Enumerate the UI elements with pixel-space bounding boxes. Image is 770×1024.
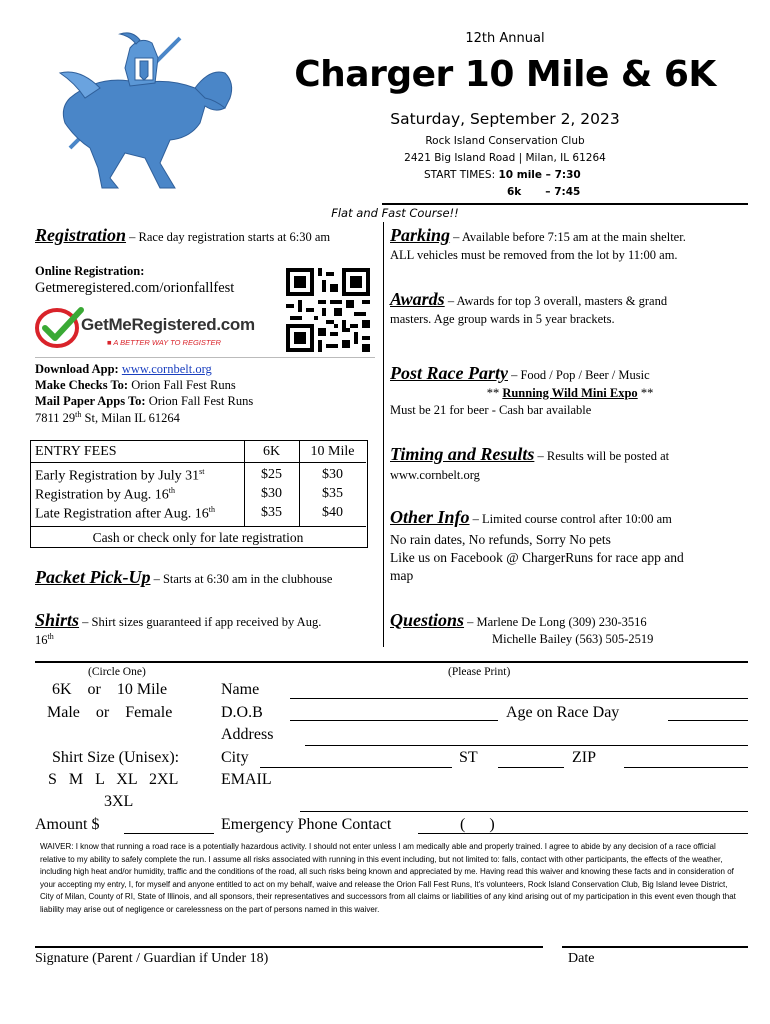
start-6k-label: 6k [507, 186, 522, 198]
signature-label: Signature (Parent / Guardian if Under 18) [35, 951, 269, 966]
packet-pickup [35, 567, 380, 588]
fees-row-6k: $30 [261, 486, 282, 501]
gmr-tagline: ■ A BETTER WAY TO REGISTER [107, 338, 221, 347]
shirt-sizes[interactable]: S M L XL 2XL [48, 771, 179, 788]
awards-title: Awards [390, 289, 445, 309]
registration-divider [35, 357, 375, 358]
questions-desc: – Marlene De Long (309) 230-3516 [464, 615, 647, 629]
signature-field[interactable] [35, 946, 543, 948]
timing-results [390, 444, 750, 465]
start-times-label: START TIMES: [424, 169, 499, 181]
registration-desc: – Race day registration starts at 6:30 am [126, 230, 331, 244]
fees-row-10mile: $35 [322, 486, 343, 501]
fees-row-10mile: $40 [322, 505, 343, 520]
other-desc: – Limited course control after 10:00 am [469, 512, 672, 526]
fees-row-6k: $25 [261, 467, 282, 482]
amount-label: Amount $ [35, 816, 100, 833]
form-divider [35, 661, 748, 663]
name-field[interactable] [290, 698, 748, 699]
email-label: EMAIL [221, 771, 272, 788]
mail-apps-value: Orion Fall Fest Runs [148, 394, 254, 408]
st-label: ST [459, 749, 478, 766]
amount-field[interactable] [124, 833, 214, 834]
timing-url[interactable]: www.cornbelt.org [390, 468, 480, 482]
waiver-text: WAIVER: I know that running a road race is a potentially hazardous activity. I should not enter unless I am medically able and properly trained. I agree to abide by any decision of a race official relative to my ability to safely complete the run. I assume all risks associated with running in this event including, but not limited to: falls, contact with other participants, the effects of the weather, including high heat and/or humidity, traffic and the conditions of the road, all such risks being known and appreciated by me. Having read this waiver and knowing these facts and in consideration of your accepting my entry, I, for myself and anyone entitled to act on my behalf, waive and release the Orion Fall Fest Runs, It's volunteers, Rock Island Conservation Club, Big Island levee District, City of Milan, County of RI, State of Illinois, and all sponsors, their representatives and successors from all claims or liabilities of any kind arising out of my participation in this event even though that liability may arise out of negligence or carelessness on the part of persons named in this waiver. [40, 842, 736, 914]
other-info [390, 507, 750, 528]
awards-desc: – Awards for top 3 overall, masters & grand [444, 294, 668, 308]
mail-apps [35, 394, 253, 409]
questions [390, 610, 750, 631]
address-field[interactable] [305, 745, 748, 746]
venue-address: 2421 Big Island Road | Milan, IL 61264 [404, 152, 606, 164]
start-times [424, 169, 644, 181]
fees-row-label: Late Registration after Aug. 16th [35, 505, 216, 522]
header-divider [382, 203, 748, 205]
event-date: Saturday, September 2, 2023 [390, 110, 620, 128]
timing-title: Timing and Results [390, 444, 535, 464]
dob-label: D.O.B [221, 704, 263, 721]
annual-label: 12th Annual [465, 31, 545, 46]
online-registration-url: Getmeregistered.com/orionfallfest [35, 280, 235, 296]
expo-name: Running Wild Mini Expo [502, 386, 638, 400]
parking-desc-2: ALL vehicles must be removed from the lot by 11:00 am. [390, 248, 678, 262]
city-label: City [221, 749, 249, 766]
download-app-label: Download App: [35, 362, 122, 376]
other-line-4: map [390, 568, 414, 583]
city-field[interactable] [260, 767, 452, 768]
qr-code[interactable] [282, 264, 374, 356]
age-field[interactable] [668, 720, 748, 721]
awards [390, 289, 750, 310]
page-title: Charger 10 Mile & 6K [294, 54, 716, 95]
shirts-desc-2: 16th [35, 632, 54, 648]
mail-address [35, 410, 180, 426]
entry-fees-table [30, 440, 368, 550]
other-line-2: No rain dates, No refunds, Sorry No pets [390, 532, 611, 547]
fees-row-label: Registration by Aug. 16th [35, 486, 176, 503]
mail-address-part1: 7811 29 [35, 411, 76, 426]
party-desc: – Food / Pop / Beer / Music [507, 368, 650, 382]
shirt-size-label: Shirt Size (Unisex): [52, 749, 180, 766]
emergency-label: Emergency Phone Contact [221, 816, 392, 833]
fees-row-label: Early Registration by July 31st [35, 467, 205, 484]
parking-title: Parking [390, 225, 451, 245]
phone-paren[interactable]: ( ) [460, 816, 495, 833]
online-registration-label: Online Registration: [35, 264, 145, 278]
parking [390, 225, 750, 246]
timing-desc: – Results will be posted at [534, 449, 670, 463]
getmeregistered-logo[interactable] [35, 304, 255, 354]
download-app [35, 362, 212, 377]
gender-choice[interactable]: Male or Female [47, 704, 173, 721]
make-checks-label: Make Checks To: [35, 378, 132, 392]
tagline: Flat and Fast Course!! [331, 206, 459, 220]
questions-line-2: Michelle Bailey (563) 505-2519 [492, 632, 654, 646]
date-field[interactable] [562, 946, 748, 948]
please-print-label: (Please Print) [448, 666, 511, 678]
questions-title: Questions [390, 610, 465, 630]
awards-desc-2: masters. Age group wards in 5 year brackets. [390, 312, 615, 326]
registration-heading [35, 225, 375, 246]
parking-desc: – Available before 7:15 am at the main shelter. [450, 230, 686, 244]
race-choice[interactable]: 6K or 10 Mile [52, 681, 168, 698]
knight-logo [40, 28, 240, 193]
st-field[interactable] [498, 767, 564, 768]
dob-field[interactable] [290, 720, 498, 721]
shirts [35, 610, 380, 631]
start-6k-time: – 7:45 [545, 186, 581, 198]
fees-footer: Cash or check only for late registration [92, 530, 304, 545]
emergency-field[interactable] [418, 833, 748, 834]
mail-address-part2: St, Milan IL 61264 [81, 411, 180, 426]
packet-title: Packet Pick-Up [35, 567, 151, 587]
post-race-party [390, 363, 750, 384]
fees-row-6k: $35 [261, 505, 282, 520]
registration-title: Registration [35, 225, 127, 245]
circle-one-label: (Circle One) [88, 666, 146, 678]
shirts-desc: – Shirt sizes guaranteed if app received by Aug. [79, 615, 322, 629]
shirt-size-3xl[interactable]: 3XL [104, 793, 134, 810]
fees-header-10mile: 10 Mile [310, 444, 355, 459]
fees-header-label: ENTRY FEES [35, 444, 117, 459]
make-checks-value: Orion Fall Fest Runs [131, 378, 236, 392]
packet-desc: – Starts at 6:30 am in the clubhouse [150, 572, 333, 586]
age-label: Age on Race Day [506, 704, 620, 721]
shirts-title: Shirts [35, 610, 80, 630]
party-title: Post Race Party [390, 363, 508, 383]
start-6k [507, 186, 627, 198]
other-title: Other Info [390, 507, 470, 527]
mail-apps-label: Mail Paper Apps To: [35, 394, 149, 408]
download-app-link[interactable]: www.cornbelt.org [121, 362, 212, 376]
gmr-logo-text: GetMeRegistered.com [81, 315, 255, 334]
date-label: Date [568, 951, 595, 966]
gmr-tagline-text: A BETTER WAY TO REGISTER [113, 338, 221, 347]
zip-label: ZIP [572, 749, 596, 766]
other-line-3: Like us on Facebook @ ChargerRuns for race app and [390, 550, 684, 565]
checkmark-icon [35, 304, 87, 348]
make-checks [35, 378, 236, 393]
start-10-mile: 10 mile – 7:30 [498, 169, 581, 181]
fees-header-6k: 6K [262, 444, 281, 459]
email-field[interactable] [300, 811, 748, 812]
venue: Rock Island Conservation Club [425, 135, 585, 147]
beer-note: Must be 21 for beer - Cash bar available [390, 403, 592, 417]
column-divider [383, 222, 384, 647]
fees-row-10mile: $30 [322, 467, 343, 482]
address-label: Address [221, 726, 274, 743]
zip-field[interactable] [624, 767, 748, 768]
mail-address-sup: th [75, 410, 82, 419]
expo: ** Running Wild Mini Expo ** [486, 386, 654, 400]
name-label: Name [221, 681, 260, 698]
